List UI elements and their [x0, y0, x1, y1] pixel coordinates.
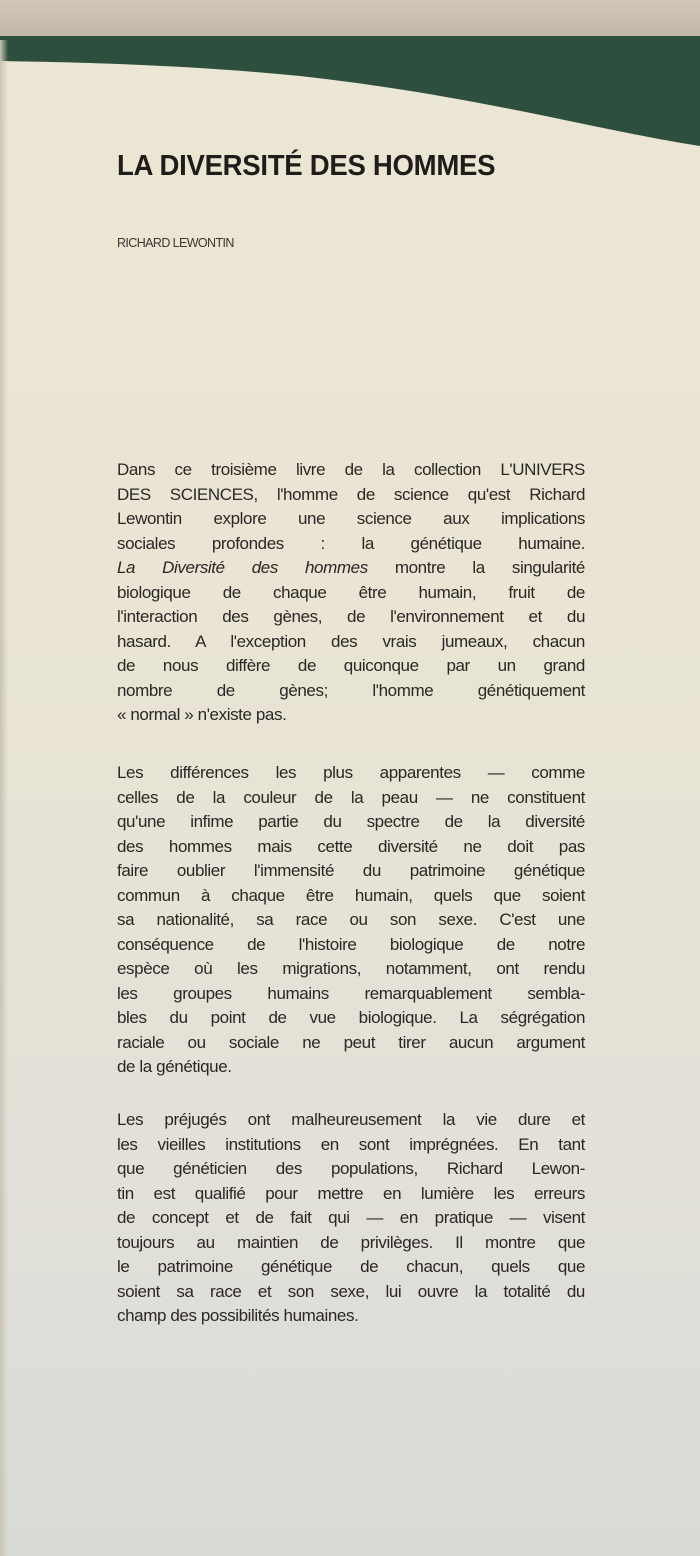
- text-line: celles de la couleur de la peau — ne constituent: [117, 787, 585, 807]
- book-title: LA DIVERSITÉ DES HOMMES: [117, 150, 496, 182]
- text-line: les vieilles institutions en sont imprégnées. En tant: [117, 1134, 585, 1154]
- text-line: les groupes humains remarquablement sembla-: [117, 983, 585, 1003]
- text-line: bles du point de vue biologique. La ségrégation: [117, 1008, 585, 1027]
- text-line: champ des possibilités humaines.: [117, 1306, 359, 1325]
- text-line: de la génétique.: [117, 1057, 232, 1076]
- text-line: Lewontin explore une science aux implications: [117, 509, 585, 528]
- text-line: que généticien des populations, Richard Lewon-: [117, 1159, 585, 1178]
- text-line: biologique de chaque être humain, fruit de: [117, 582, 585, 602]
- text-line: de nous diffère de quiconque par un grand: [117, 656, 585, 675]
- text-line: des hommes mais cette diversité ne doit pas: [117, 836, 585, 856]
- paragraph-1: [117, 458, 585, 728]
- text-line: [117, 556, 585, 581]
- text-line: sa nationalité, sa race ou son sexe. C'est une: [117, 910, 585, 929]
- text-line: qu'une infime partie du spectre de la diversité: [117, 812, 585, 831]
- author-name: RICHARD LEWONTIN: [117, 236, 234, 250]
- text-line: DES SCIENCES, l'homme de science qu'est Richard: [117, 484, 585, 504]
- text-line: commun à chaque être humain, quels que soient: [117, 885, 585, 905]
- text-line: le patrimoine génétique de chacun, quels que: [117, 1257, 585, 1276]
- text-line: conséquence de l'histoire biologique de notre: [117, 934, 585, 954]
- text-fragment: montre la singularité: [367, 558, 585, 577]
- green-band: [0, 36, 700, 156]
- paragraph-3: [117, 1108, 585, 1329]
- book-title-italic: La Diversité des hommes: [117, 558, 368, 577]
- paragraph-2: [117, 761, 585, 1080]
- text-line: sociales profondes : la génétique humaine.: [117, 533, 585, 553]
- text-line: soient sa race et son sexe, lui ouvre la totalité du: [117, 1281, 585, 1301]
- text-line: de concept et de fait qui — en pratique — visent: [117, 1208, 585, 1227]
- text-line: faire oublier l'immensité du patrimoine génétique: [117, 861, 585, 880]
- text-line: Dans ce troisième livre de la collection L'UNIVERS: [117, 460, 585, 479]
- text-line: Les préjugés ont malheureusement la vie dure et: [117, 1110, 585, 1129]
- text-line: hasard. A l'exception des vrais jumeaux, chacun: [117, 631, 585, 651]
- page-edge-shadow: [0, 40, 8, 1556]
- text-line: Les différences les plus apparentes — comme: [117, 763, 585, 782]
- text-line: tin est qualifié pour mettre en lumière les erreurs: [117, 1183, 585, 1203]
- text-line: toujours au maintien de privilèges. Il montre que: [117, 1232, 585, 1252]
- text-line: nombre de gènes; l'homme génétiquement: [117, 680, 585, 700]
- text-line: raciale ou sociale ne peut tirer aucun argument: [117, 1032, 585, 1052]
- text-line: espèce où les migrations, notamment, ont rendu: [117, 959, 585, 978]
- text-line: l'interaction des gènes, de l'environnement et du: [117, 607, 585, 626]
- text-line: « normal » n'existe pas.: [117, 705, 287, 724]
